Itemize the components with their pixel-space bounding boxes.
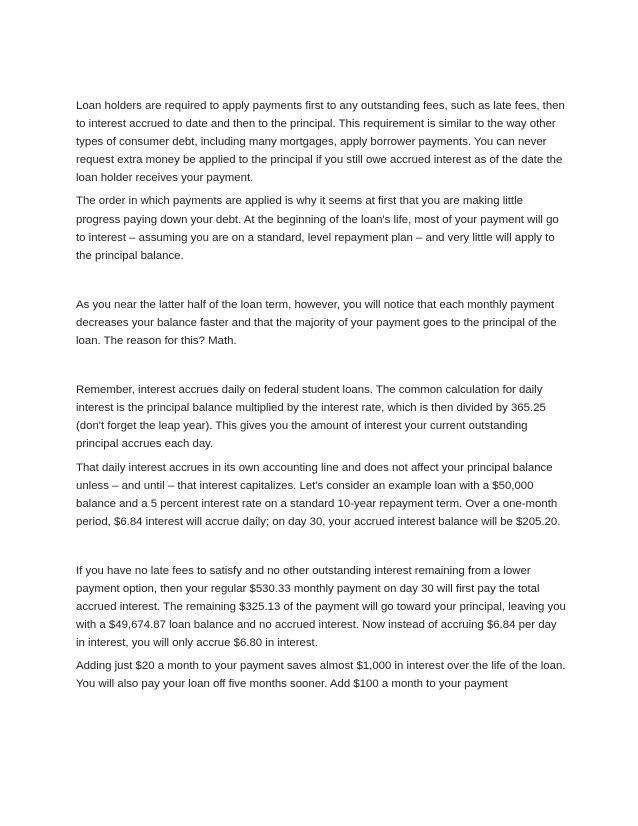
paragraph-monthly-payment: If you have no late fees to satisfy and no other outstanding interest remaining from a lower payment option, then your regular $530.33 monthly payment on day 30 will first pay the total accrued interest. The remaining $325.13 of the payment will go toward your principal, leaving you with a $49,674.87 loan balance and no accrued interest. Now instead of accruing $6.84 per day in interest, you will only accrue $6.80 in interest. bbox=[76, 564, 566, 650]
paragraph-extra-payment: Adding just $20 a month to your payment saves almost $1,000 in interest over the life of the loan. You will also pay your loan off five months sooner. Add $100 a month to your payment bbox=[76, 660, 566, 691]
paragraph-latter-half: As you near the latter half of the loan term, however, you will notice that each monthly payment decreases your balance faster and that the majority of your payment goes to the principal of the loan. The reason for this? Math. bbox=[76, 298, 557, 348]
paragraph-slow-progress: The order in which payments are applied is why it seems at first that you are making little progress paying down your debt. At the beginning of the loan's life, most of your payment will go to interest – assuming you are on a standard, level repayment plan – and very little will apply to the principal balance. bbox=[76, 195, 559, 262]
document-body bbox=[76, 97, 566, 694]
paragraph-payment-order: Loan holders are required to apply payments first to any outstanding fees, such as late fees, then to interest accrued to date and then to the principal. This requirement is similar to the way other types of consumer debt, including many mortgages, apply borrower payments. You can never request extra money be applied to the principal if you still owe accrued interest as of the date the loan holder receives your payment. bbox=[76, 100, 565, 185]
paragraph-daily-interest: Remember, interest accrues daily on federal student loans. The common calculation for daily interest is the principal balance multiplied by the interest rate, which is then divided by 365.25 (don't forget the leap year). This gives you the amount of interest your current outstanding principal accrues each day. bbox=[76, 384, 546, 451]
paragraph-example-loan: That daily interest accrues in its own accounting line and does not affect your principal balance unless – and until – that interest capitalizes. Let's consider an example loan with a $50,000 balance and a 5 percent interest rate on a standard 10-year repayment term. Over a one-month period, $6.84 interest will accrue daily; on day 30, your accrued interest balance will be $205.20. bbox=[76, 461, 561, 528]
